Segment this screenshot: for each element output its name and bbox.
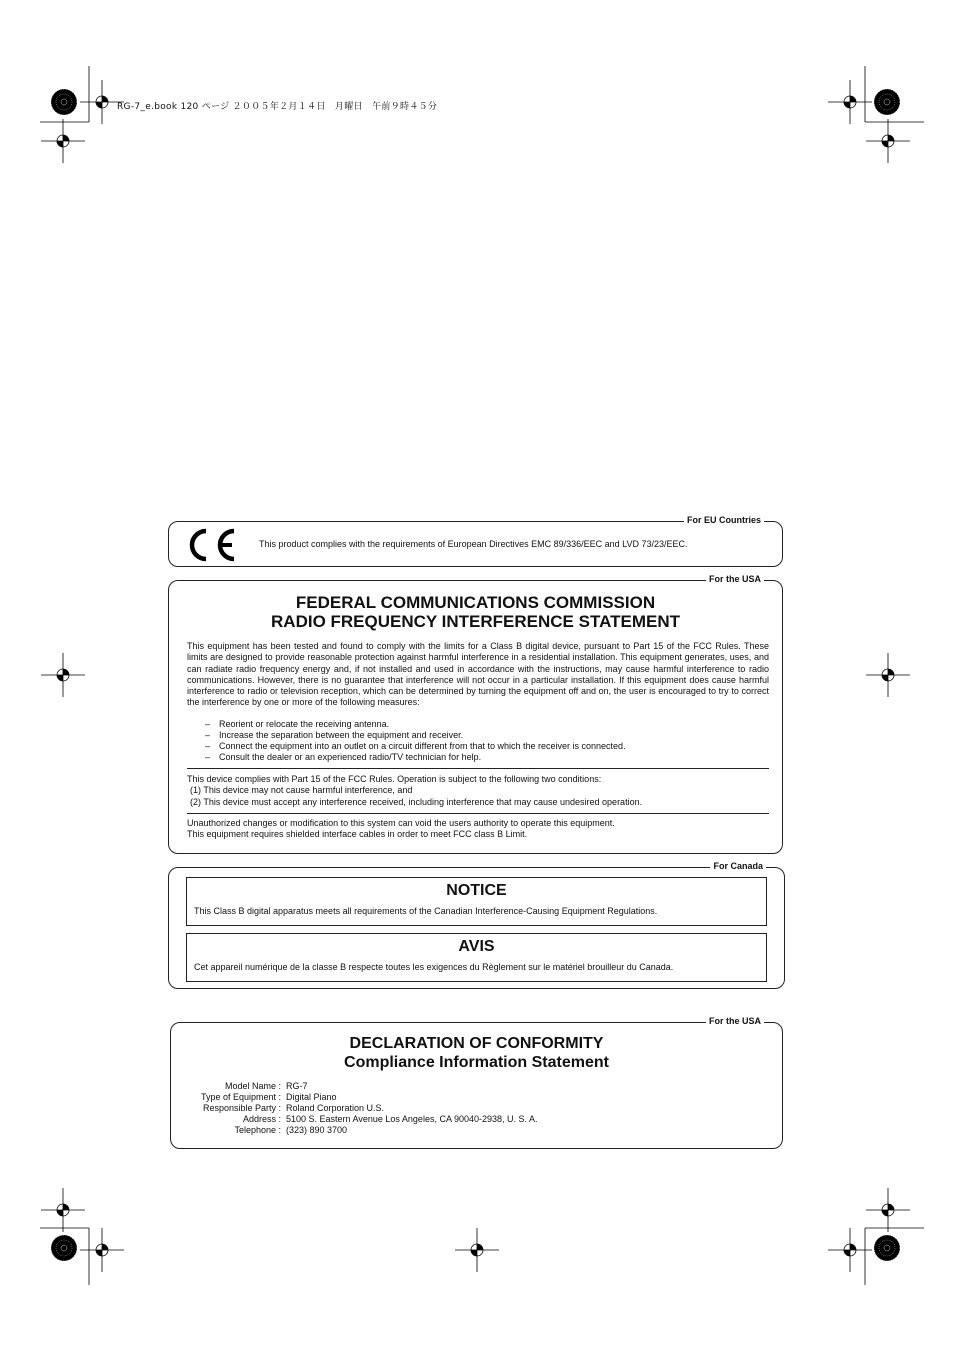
notice-box	[186, 877, 767, 926]
info-value: RG-7	[286, 1081, 308, 1091]
list-item: – Connect the equipment into an outlet on a circuit different from that to which the receiver is connected.	[205, 741, 765, 752]
fcc-condition-1: (1) This device may not cause harmful interference, and	[190, 785, 413, 796]
doc-tag: For the USA	[706, 1016, 764, 1026]
info-value: 5100 S. Eastern Avenue Los Angeles, CA 90040-2938, U. S. A.	[286, 1114, 538, 1124]
ce-mark-icon	[184, 525, 240, 565]
fcc-tag: For the USA	[706, 574, 764, 584]
doc-frame	[170, 1022, 783, 1149]
notice-title: NOTICE	[446, 882, 507, 899]
canada-tag: For Canada	[710, 861, 766, 871]
canada-frame	[168, 867, 785, 989]
info-label: Model Name :	[224, 1081, 281, 1091]
fcc-frame	[168, 580, 783, 854]
fcc-condition-2: (2) This device must accept any interference received, including interference that may cause undesired operation.	[190, 796, 643, 807]
list-item: – Reorient or relocate the receiving antenna.	[205, 719, 765, 730]
print-header: RG-7_e.book 120 ページ ２００５年２月１４日 月曜日 午前９時４５分	[117, 102, 438, 112]
list-item: – Increase the separation between the equipment and receiver.	[205, 730, 765, 741]
divider	[187, 813, 769, 814]
fcc-measures-list	[205, 719, 765, 763]
doc-title-line1: DECLARATION OF CONFORMITY	[349, 1035, 604, 1052]
fcc-title-line2: RADIO FREQUENCY INTERFERENCE STATEMENT	[271, 612, 680, 631]
avis-title: AVIS	[458, 938, 495, 955]
avis-box	[186, 933, 767, 982]
fcc-intro-text: This equipment has been tested and found to comply with the limits for a Class B digital device, pursuant to Part 15 of the FCC Rules. These limits are designed to provide reasonable protection against harmful interference in a residential installation. This equipment generates, uses, and can radiate radio frequency energy and, if not installed and used in accordance with the instructions, may cause harmful interference to radio communications. However, there is no guarantee that interference will not occur in a particular installation. If this equipment does cause harmful interference to radio or television reception, which can be determined by turning the equipment off and on, the user is encouraged to try to correct the interference by one or more of the following measures:	[187, 641, 769, 708]
fcc-conditions	[187, 774, 769, 808]
eu-compliance-frame	[168, 521, 783, 567]
divider	[187, 768, 769, 769]
notice-text: This Class B digital apparatus meets all requirements of the Canadian Interference-Causing Equipment Regulations.	[194, 906, 658, 916]
fcc-intro-paragraph	[187, 641, 769, 709]
info-label: Responsible Party :	[202, 1103, 281, 1113]
fcc-warnings	[187, 818, 769, 841]
list-item: – Consult the dealer or an experienced radio/TV technician for help.	[205, 752, 765, 763]
eu-compliance-text: This product complies with the requirements of European Directives EMC 89/336/EEC and LVD 73/23/EEC.	[259, 539, 688, 549]
info-label: Type of Equipment :	[200, 1092, 281, 1102]
doc-title-line2: Compliance Information Statement	[344, 1054, 609, 1071]
info-value: Digital Piano	[286, 1092, 337, 1102]
info-value: Roland Corporation U.S.	[286, 1103, 385, 1113]
avis-text: Cet appareil numérique de la classe B respecte toutes les exigences du Règlement sur le matériel brouilleur du Canada.	[194, 962, 674, 972]
fcc-conditions-intro: This device complies with Part 15 of the FCC Rules. Operation is subject to the following two conditions:	[187, 774, 602, 784]
info-value: (323) 890 3700	[286, 1125, 348, 1135]
fcc-warning-2: This equipment requires shielded interface cables in order to meet FCC class B Limit.	[187, 829, 528, 840]
eu-tag: For EU Countries	[684, 515, 764, 525]
info-label: Telephone :	[234, 1125, 281, 1135]
fcc-warning-1: Unauthorized changes or modification to this system can void the users authority to operate this equipment.	[187, 818, 615, 828]
info-label: Address :	[242, 1114, 281, 1124]
fcc-title-line1: FEDERAL COMMUNICATIONS COMMISSION	[295, 593, 656, 612]
